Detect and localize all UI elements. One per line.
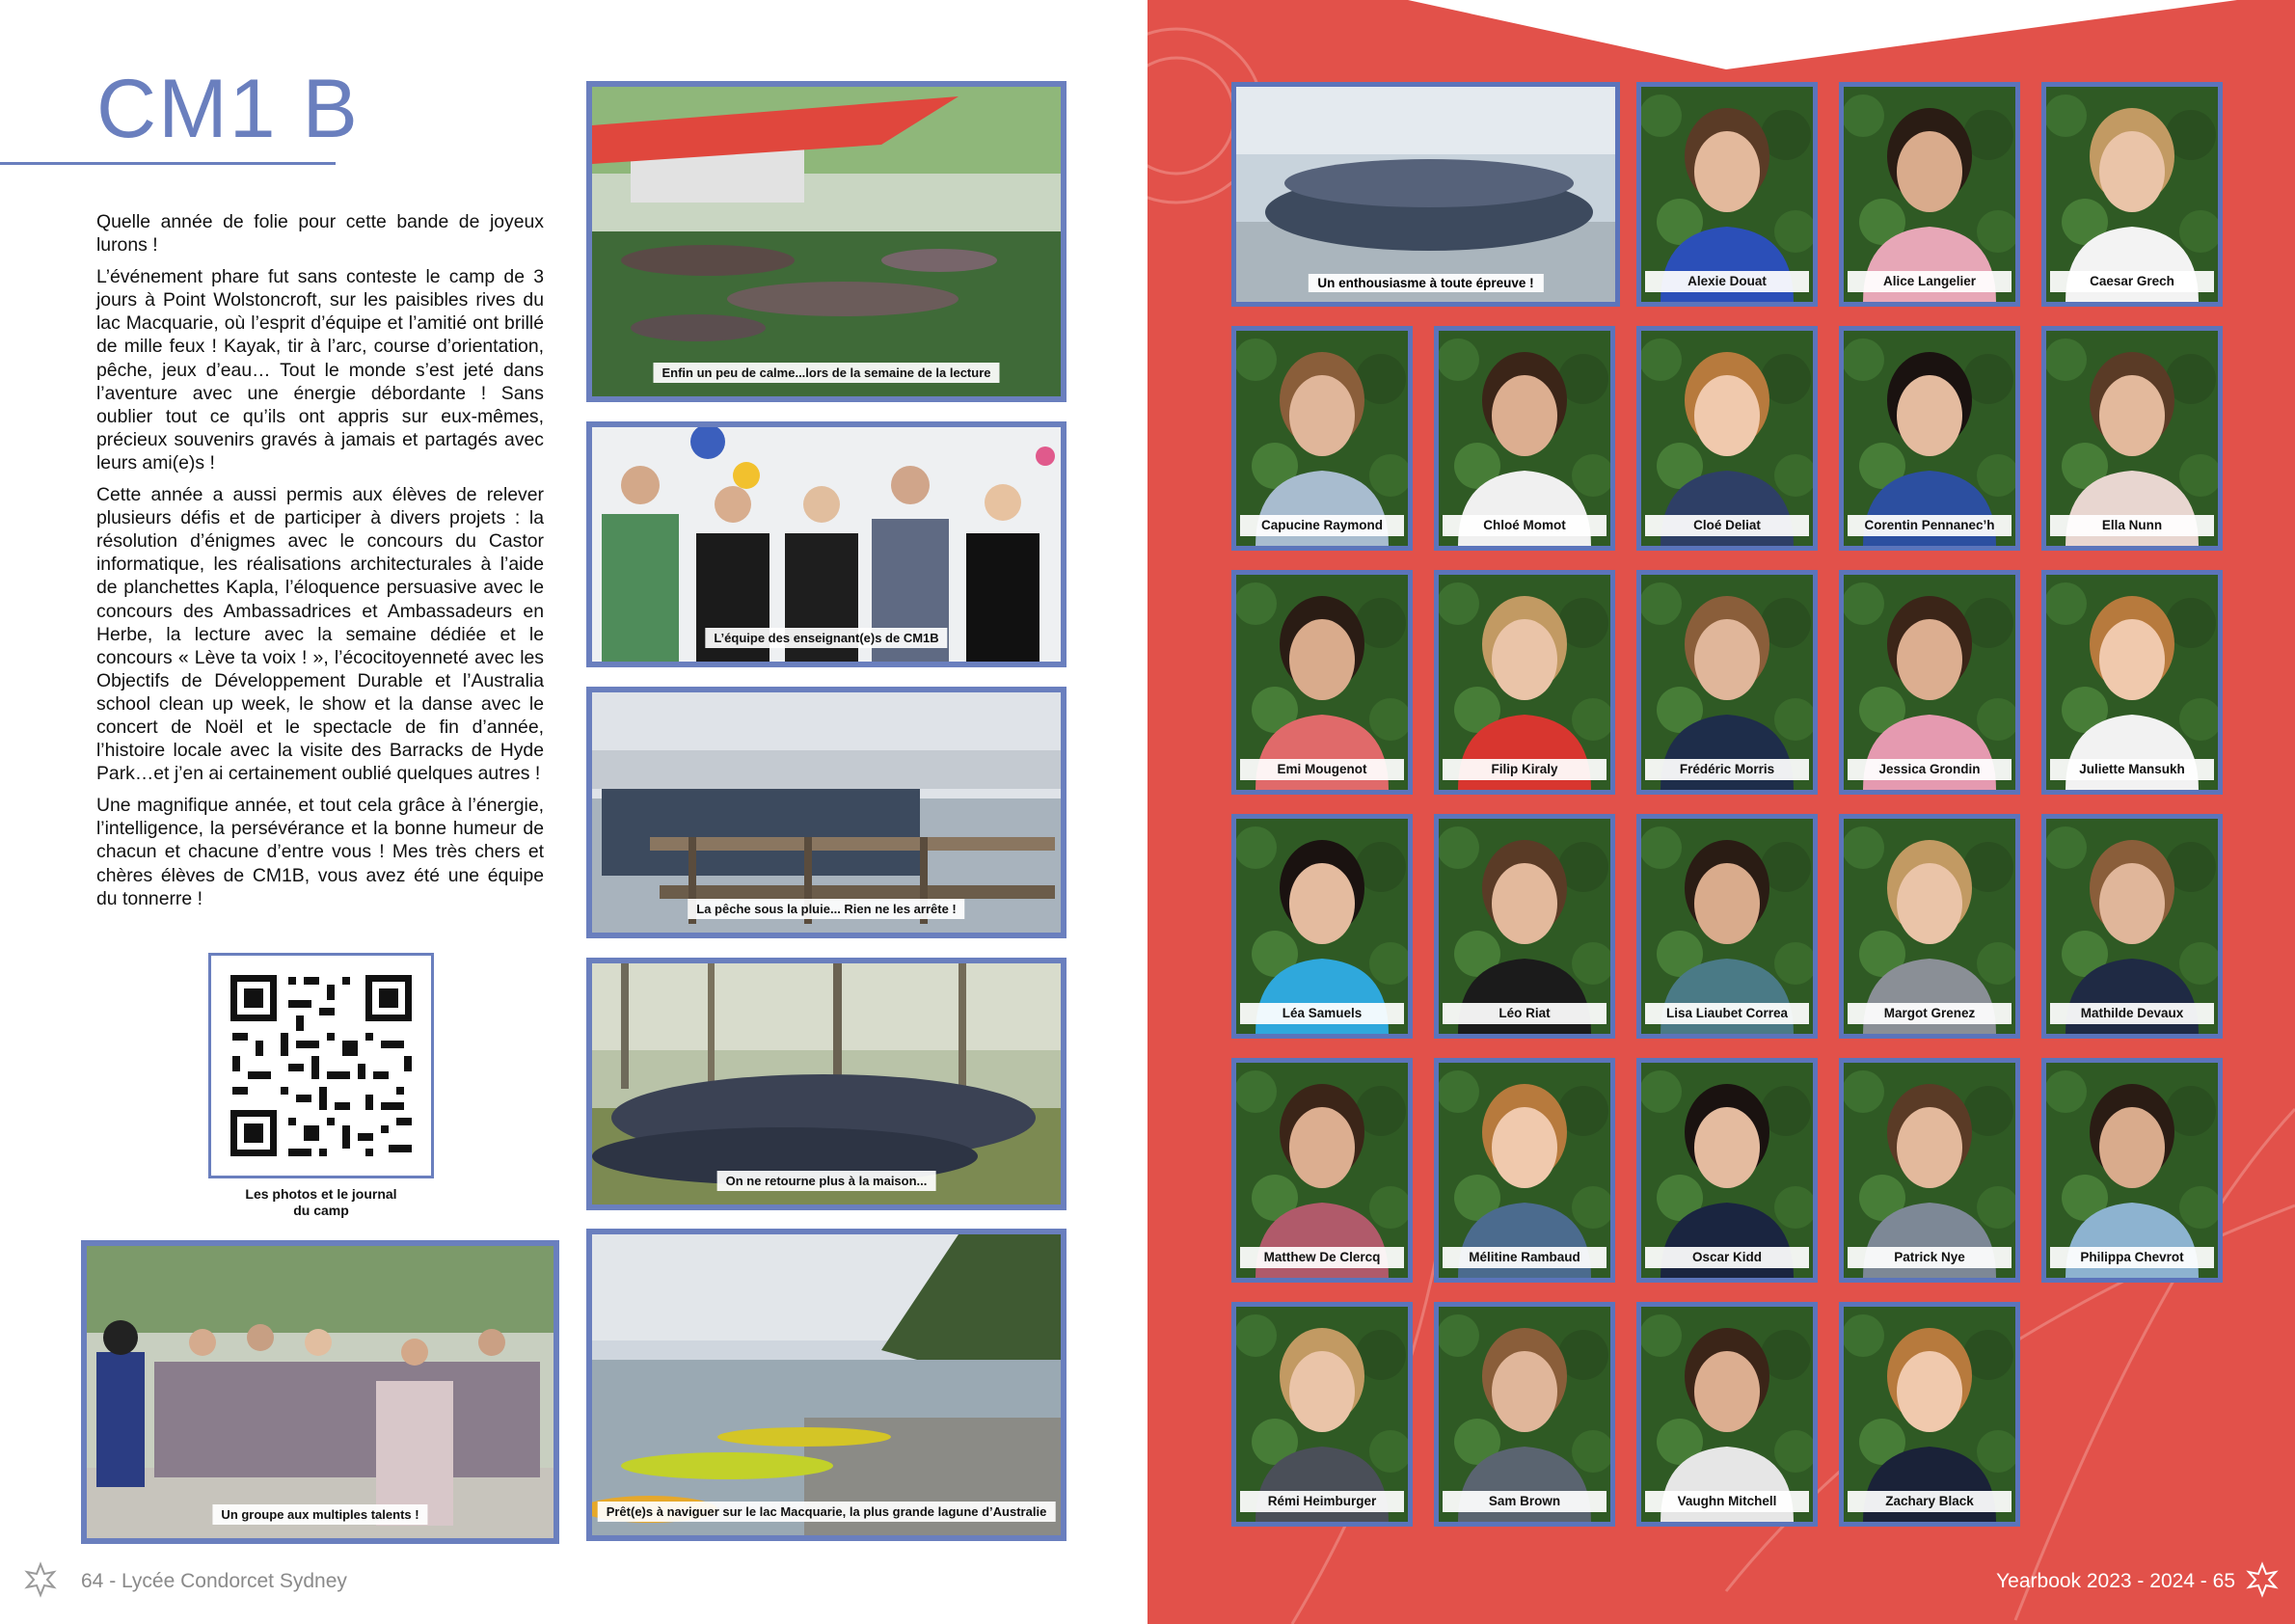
student-photo [1439, 575, 1610, 790]
photo-kayak [586, 1229, 1066, 1541]
photo-teachers [586, 421, 1066, 667]
student-name: Juliette Mansukh [2050, 759, 2214, 780]
student-portrait [1636, 1302, 1818, 1527]
student-portrait [1839, 1058, 2020, 1283]
page-footer-right: Yearbook 2023 - 2024 - 65 [1996, 1570, 2235, 1592]
photo-reading-week [586, 81, 1066, 402]
qr-code[interactable] [208, 953, 434, 1178]
student-portrait [1636, 1058, 1818, 1283]
qr-caption [208, 1186, 434, 1219]
student-name: Caesar Grech [2050, 271, 2214, 292]
caption-kayak: Prêt(e)s à naviguer sur le lac Macquarie, la plus grande lagune d’Australie [598, 1502, 1056, 1522]
student-portrait [1231, 570, 1413, 795]
student-name: Philippa Chevrot [2050, 1247, 2214, 1268]
teachers-photo-image [592, 427, 1061, 662]
student-portrait [1839, 82, 2020, 307]
paragraph-1: Quelle année de folie pour cette bande de joyeux lurons ! [96, 211, 544, 257]
caption-teachers: L’équipe des enseignant(e)s de CM1B [705, 628, 947, 648]
student-name: Corentin Pennanec’h [1848, 515, 2012, 536]
student-name: Rémi Heimburger [1240, 1491, 1404, 1512]
student-name: Patrick Nye [1848, 1247, 2012, 1268]
student-name: Zachary Black [1848, 1491, 2012, 1512]
caption-reading: Enfin un peu de calme...lors de la semaine de la lecture [653, 363, 999, 383]
student-name: Matthew De Clercq [1240, 1247, 1404, 1268]
student-photo [1844, 1063, 2015, 1278]
right-page [1148, 0, 2295, 1624]
student-photo [1236, 819, 1408, 1034]
student-photo [1236, 575, 1408, 790]
student-photo [1236, 1307, 1408, 1522]
student-name: Capucine Raymond [1240, 515, 1404, 536]
student-photo [2046, 87, 2218, 302]
student-name: Jessica Grondin [1848, 759, 2012, 780]
photo-costumes [81, 1240, 559, 1544]
student-portrait [1839, 326, 2020, 551]
student-name: Léo Riat [1443, 1003, 1606, 1024]
student-photo [1844, 87, 2015, 302]
student-portrait [2041, 814, 2223, 1039]
student-photo [1844, 331, 2015, 546]
page-title: CM1 B [96, 63, 360, 155]
student-name: Filip Kiraly [1443, 759, 1606, 780]
student-photo [1236, 1063, 1408, 1278]
student-photo [2046, 331, 2218, 546]
student-portrait [1231, 326, 1413, 551]
student-portrait [1434, 570, 1615, 795]
student-name: Vaughn Mitchell [1645, 1491, 1809, 1512]
student-portrait [1231, 1058, 1413, 1283]
student-name: Sam Brown [1443, 1491, 1606, 1512]
paragraph-2: L’événement phare fut sans conteste le camp de 3 jours à Point Wolstoncroft, sur les paisibles rives du lac Macquarie, où l’esprit d’équipe et l’amitié ont brillé de mille feux ! Kayak, tir à l’arc, course d’orientation, pêche, jeux d’eau… Tout le monde s’est jeté dans l’aventure avec une énergie débordante ! Sans oublier tout ce qu’ils ont appris sur eux-mêmes, précieux souvenirs gravés à jamais et partagés avec leurs ami(e)s ! [96, 266, 544, 474]
student-name: Emi Mougenot [1240, 759, 1404, 780]
student-portrait [2041, 82, 2223, 307]
school-logo-icon [21, 1560, 60, 1599]
page-footer-left: 64 - Lycée Condorcet Sydney [81, 1570, 347, 1592]
caption-costumes: Un groupe aux multiples talents ! [212, 1504, 427, 1525]
student-photo [2046, 1063, 2218, 1278]
student-portrait [1636, 814, 1818, 1039]
student-name: Oscar Kidd [1645, 1247, 1809, 1268]
student-name: Cloé Deliat [1645, 515, 1809, 536]
photo-fishing [586, 687, 1066, 938]
qr-caption-line-2: du camp [293, 1203, 349, 1218]
paragraph-3: Cette année a aussi permis aux élèves de relever plusieurs défis et de participer à divers projets : la résolution d’énigmes avec le concours du Castor informatique, les réalisations architecturales à l’aide de planchettes Kapla, l’éloquence persuasive avec le concours des Ambassadrices et Ambassadeurs en Herbe, la lecture avec la semaine dédiée et le concours « Lève ta voix ! », l’écocitoyenneté avec les Objectifs de Développement Durable et l’Australia school clean up week, le show et la danse avec le concert de Noël et le spectacle de fin d’année, l’histoire locale avec la visite des Barracks de Hyde Park…et j’en ai certainement oublié quelques autres ! [96, 484, 544, 785]
student-name: Mathilde Devaux [2050, 1003, 2214, 1024]
article-text [96, 210, 544, 919]
student-name: Chloé Momot [1443, 515, 1606, 536]
paragraph-4: Une magnifique année, et tout cela grâce à l’énergie, l’intelligence, la persévérance et la bonne humeur de chacun et chacune d’entre vous ! Mes très chers et chères élèves de CM1B, vous avez été une équipe du tonnerre ! [96, 795, 544, 909]
student-portrait [1636, 326, 1818, 551]
camp-photo-image [592, 963, 1061, 1204]
student-name: Lisa Liaubet Correa [1645, 1003, 1809, 1024]
student-photo [1844, 1307, 2015, 1522]
fishing-photo-image [592, 692, 1061, 933]
student-photo [1641, 1063, 1813, 1278]
caption-group-lake: Un enthousiasme à toute épreuve ! [1308, 274, 1543, 292]
student-name: Mélitine Rambaud [1443, 1247, 1606, 1268]
student-photo [2046, 575, 2218, 790]
caption-fishing: La pêche sous la pluie... Rien ne les arrête ! [688, 899, 964, 919]
student-name: Alice Langelier [1848, 271, 2012, 292]
group-lake-image [1236, 87, 1615, 302]
student-photo [1844, 819, 2015, 1034]
student-portrait [1434, 1302, 1615, 1527]
student-photo [1641, 1307, 1813, 1522]
student-portrait [1434, 814, 1615, 1039]
student-photo [1844, 575, 2015, 790]
student-portrait [1434, 1058, 1615, 1283]
qr-caption-line-1: Les photos et le journal [245, 1186, 397, 1202]
student-portrait [1231, 814, 1413, 1039]
photo-camp [586, 958, 1066, 1210]
student-portrait [2041, 570, 2223, 795]
title-underline [0, 162, 336, 165]
qr-code-icon [211, 956, 431, 1176]
student-portrait [1636, 82, 1818, 307]
costumes-photo-image [87, 1246, 554, 1538]
student-portrait [1839, 570, 2020, 795]
kayak-photo-image [592, 1234, 1061, 1535]
student-photo [1641, 819, 1813, 1034]
school-logo-icon [2243, 1560, 2282, 1599]
student-portrait [1434, 326, 1615, 551]
student-photo [1439, 1307, 1610, 1522]
student-portrait [2041, 326, 2223, 551]
student-portrait [2041, 1058, 2223, 1283]
student-photo [1641, 331, 1813, 546]
reading-photo-image [592, 87, 1061, 396]
student-name: Frédéric Morris [1645, 759, 1809, 780]
student-name: Alexie Douat [1645, 271, 1809, 292]
student-name: Ella Nunn [2050, 515, 2214, 536]
student-portrait [1839, 1302, 2020, 1527]
student-name: Léa Samuels [1240, 1003, 1404, 1024]
student-photo [1439, 819, 1610, 1034]
student-photo [1439, 1063, 1610, 1278]
student-photo [1439, 331, 1610, 546]
student-photo [1641, 87, 1813, 302]
caption-camp: On ne retourne plus à la maison... [717, 1171, 936, 1191]
student-portrait [1231, 1302, 1413, 1527]
student-photo [2046, 819, 2218, 1034]
student-name: Margot Grenez [1848, 1003, 2012, 1024]
student-portrait [1636, 570, 1818, 795]
photo-group-lake [1231, 82, 1620, 307]
student-portrait [1839, 814, 2020, 1039]
student-photo [1641, 575, 1813, 790]
student-photo [1236, 331, 1408, 546]
